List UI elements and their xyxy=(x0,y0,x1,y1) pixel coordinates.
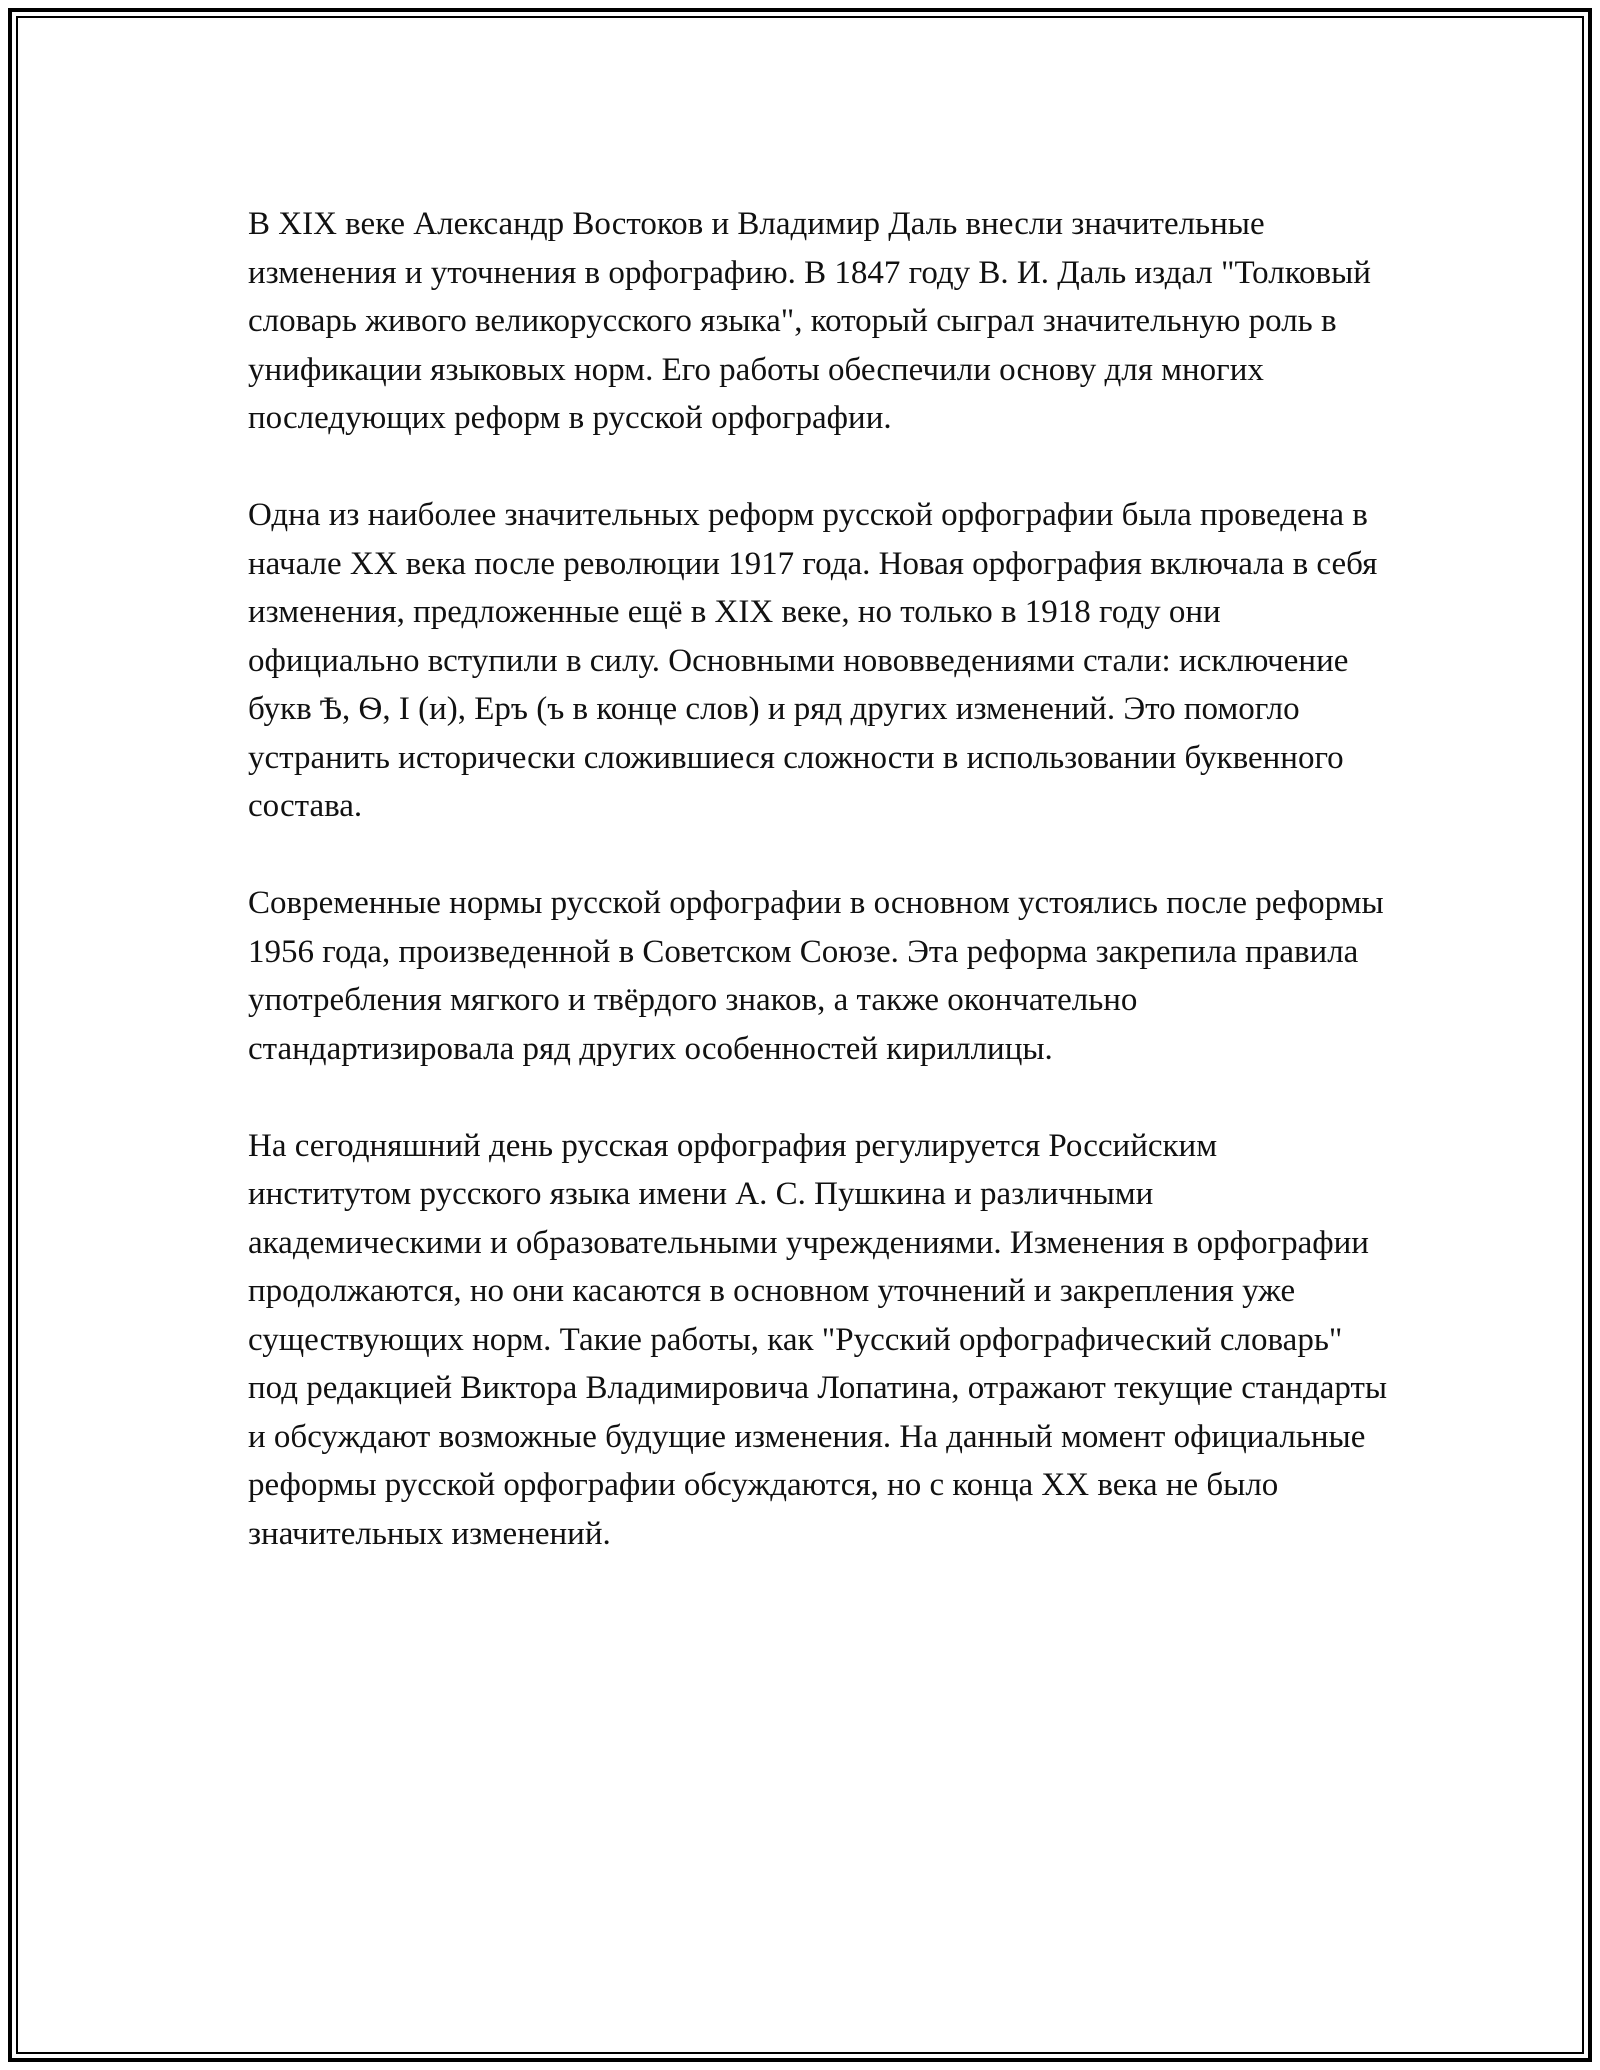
paragraph-3: Современные нормы русской орфографии в основном устоялись после реформы 1956 года, произведенной в Советском Союзе. Эта реформа закрепила правила употребления мягкого и твёрдого знаков, а также окончательно стандартизировала ряд других особенностей кириллицы. xyxy=(248,885,1384,1067)
paragraph-2: Одна из наиболее значительных реформ русской орфографии была проведена в начале XX века после революции 1917 года. Новая орфография включала в себя изменения, предложенные ещё в XIX веке, но только в 1918 году они официально вступили в силу. Основными нововведениями стали: исключение букв Ѣ, Ѳ, І (и), Еръ (ъ в конце слов) и ряд других изменений. Это помогло устранить исторически сложившиеся сложности в использовании буквенного состава. xyxy=(248,497,1378,824)
paragraph-1: В XIX веке Александр Востоков и Владимир Даль внесли значительные изменения и уточнения в орфографию. В 1847 году В. И. Даль издал "Толковый словарь живого великорусского языка", который сыграл значительную роль в унификации языковых норм. Его работы обеспечили основу для многих последующих реформ в русской орфографии. xyxy=(248,206,1371,436)
paragraph-4: На сегодняшний день русская орфография регулируется Российским институтом русского языка имени А. С. Пушкина и различными академическими и образовательными учреждениями. Изменения в орфографии продолжаются, но они касаются в основном уточнений и закрепления уже существующих норм. Такие работы, как "Русский орфографический словарь" под редакцией Виктора Владимировича Лопатина, отражают текущие стандарты и обсуждают возможные будущие изменения. На данный момент официальные реформы русской орфографии обсуждаются, но с конца XX века не было значительных изменений. xyxy=(248,1127,1388,1552)
document-body xyxy=(248,200,1388,1607)
page-border xyxy=(8,8,1592,2062)
